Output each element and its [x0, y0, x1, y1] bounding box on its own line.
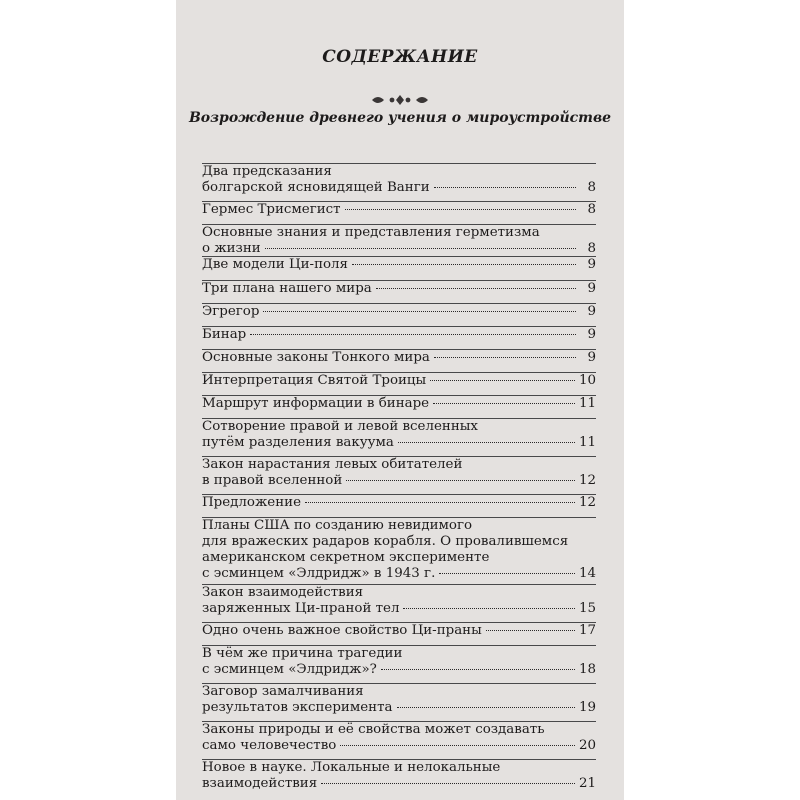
toc-entry-text: Бинар	[202, 327, 247, 342]
toc-entry	[202, 303, 596, 320]
toc-entry-text: Маршрут информации в бинаре	[202, 396, 430, 411]
toc-page-number: 10	[578, 373, 596, 388]
book-page	[176, 0, 624, 800]
toc-page-number: 11	[578, 435, 596, 450]
toc-entry-text: Гермес Трисмегист	[202, 202, 341, 217]
leader-dots	[403, 607, 574, 609]
toc-page-number: 17	[578, 623, 596, 638]
toc-entry-text: Заговор замалчивания	[202, 684, 364, 699]
toc-entry-text: для вражеских радаров корабля. О провалившемся	[202, 534, 569, 549]
leader-dots	[434, 356, 576, 358]
toc-page-number: 11	[578, 396, 596, 411]
toc-entry	[202, 517, 596, 582]
contents-heading: СОДЕРЖАНИЕ	[322, 47, 478, 67]
leader-dots	[345, 208, 576, 210]
toc-page-number: 12	[578, 473, 596, 488]
toc-entry-text: путём разделения вакуума	[202, 435, 394, 450]
toc-entry	[202, 759, 596, 792]
toc-page-number: 9	[587, 304, 596, 319]
toc-entry-text: с эсминцем «Элдридж»?	[202, 662, 377, 677]
toc-entry-text: Эгрегор	[202, 304, 260, 319]
toc-entry	[202, 584, 596, 617]
toc-entry-text: Закон взаимодействия	[202, 585, 364, 600]
leader-dots	[376, 287, 576, 289]
leader-dots	[305, 501, 575, 503]
leader-dots	[265, 247, 576, 249]
toc-page-number: 20	[578, 738, 596, 753]
toc-entry	[202, 280, 596, 297]
toc-entry-text: Основные знания и представления герметизма	[202, 225, 540, 240]
toc-entry-text: Закон нарастания левых обитателей	[202, 457, 463, 472]
toc-entry	[202, 494, 596, 511]
toc-entry	[202, 256, 596, 273]
toc-entry-text: взаимодействия	[202, 776, 318, 791]
toc-entry	[202, 372, 596, 389]
leader-dots	[263, 310, 576, 312]
toc-page-number: 8	[587, 241, 596, 256]
toc-entry	[202, 456, 596, 489]
section-title: Возрождение древнего учения о мироустройстве	[188, 110, 612, 126]
toc-entry	[202, 349, 596, 366]
leader-dots	[486, 629, 575, 631]
toc-entry	[202, 163, 596, 196]
toc-page-number: 15	[578, 601, 596, 616]
leader-dots	[381, 668, 575, 670]
toc-entry-text: результатов эксперимента	[202, 700, 393, 715]
ornament-divider-icon	[370, 93, 430, 107]
toc-entry-text: Две модели Ци-поля	[202, 257, 349, 272]
toc-entry-text: с эсминцем «Элдридж» в 1943 г.	[202, 566, 436, 581]
toc-entry-text: Сотворение правой и левой вселенных	[202, 419, 478, 434]
leader-dots	[250, 333, 576, 335]
leader-dots	[321, 782, 575, 784]
toc-page-number: 9	[587, 350, 596, 365]
toc-entry-text: о жизни	[202, 241, 261, 256]
leader-dots	[439, 572, 575, 574]
leader-dots	[430, 379, 575, 381]
toc-entry-text: Основные законы Тонкого мира	[202, 350, 430, 365]
toc-entry-text: Новое в науке. Локальные и нелокальные	[202, 760, 501, 775]
toc-page-number: 21	[578, 776, 596, 791]
toc-page-number: 8	[587, 202, 596, 217]
toc-page-number: 9	[587, 257, 596, 272]
toc-page-number: 9	[587, 327, 596, 342]
leader-dots	[346, 479, 575, 481]
toc-entry-text: Предложение	[202, 495, 302, 510]
leader-dots	[398, 441, 575, 443]
toc-entry	[202, 645, 596, 678]
toc-page-number: 19	[578, 700, 596, 715]
toc-entry-text: Три плана нашего мира	[202, 281, 372, 296]
toc-entry	[202, 224, 596, 257]
toc-entry-text: болгарской ясновидящей Ванги	[202, 180, 430, 195]
toc-entry	[202, 395, 596, 412]
toc-entry-text: Интерпретация Святой Троицы	[202, 373, 427, 388]
toc-entry-text: Два предсказания	[202, 164, 332, 179]
toc-entry	[202, 201, 596, 218]
leader-dots	[340, 744, 575, 746]
toc-entry-text: само человечество	[202, 738, 337, 753]
toc-entry-text: в правой вселенной	[202, 473, 343, 488]
toc-page-number: 12	[578, 495, 596, 510]
leader-dots	[352, 263, 576, 265]
leader-dots	[434, 186, 576, 188]
toc-entry-text: Одно очень важное свойство Ци-праны	[202, 623, 482, 638]
toc-entry	[202, 721, 596, 754]
toc-entry-text: Законы природы и её свойства может создавать	[202, 722, 545, 737]
toc-entry	[202, 683, 596, 716]
toc-entry	[202, 326, 596, 343]
toc-entry	[202, 418, 596, 451]
toc-page-number: 18	[578, 662, 596, 677]
toc-entry-text: В чём же причина трагедии	[202, 646, 403, 661]
toc-page-number: 14	[578, 566, 596, 581]
toc-entry-text: Планы США по созданию невидимого	[202, 518, 473, 533]
leader-dots	[397, 706, 575, 708]
toc-page-number: 8	[587, 180, 596, 195]
toc-page-number: 9	[587, 281, 596, 296]
leader-dots	[433, 402, 575, 404]
toc-entry-text: заряженных Ци-праной тел	[202, 601, 400, 616]
toc-entry-text: американском секретном эксперименте	[202, 550, 490, 565]
toc-entry	[202, 622, 596, 639]
